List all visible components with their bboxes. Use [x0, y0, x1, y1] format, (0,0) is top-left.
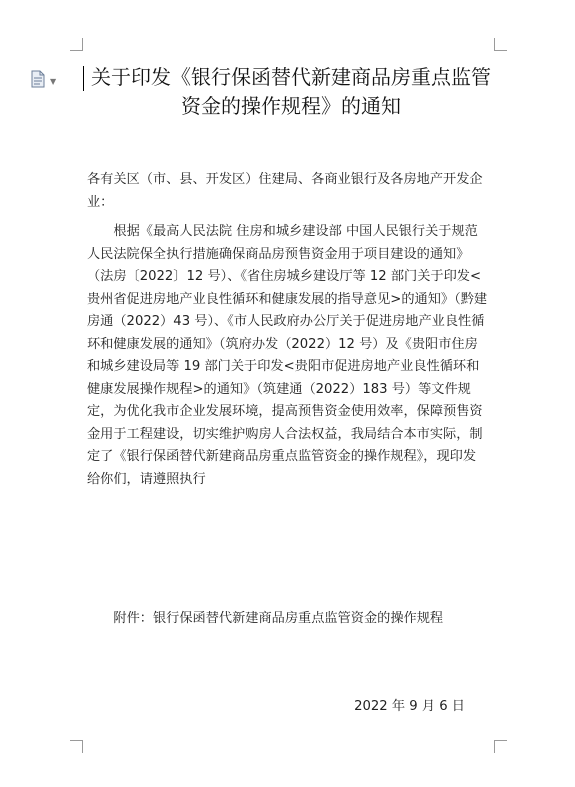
document-title: 关于印发《银行保函替代新建商品房重点监管资金的操作规程》的通知 [91, 65, 491, 118]
text-cursor [83, 66, 84, 91]
attachment-line: 附件：银行保函替代新建商品房重点监管资金的操作规程 [113, 611, 444, 626]
paragraph-options-button[interactable] [30, 70, 56, 93]
margin-corner-top-left [70, 38, 83, 51]
issue-date: 2022 年 9 月 6 日 [354, 699, 465, 714]
body-paragraph: 根据《最高人民法院 住房和城乡建设部 中国人民银行关于规范人民法院保全执行措施确保商品房预售资金用于项目建设的通知》（法房〔2022〕12 号）、《省住房城乡建设厅等 12 部门关于印发<贵州省促进房地产业良性循环和健康发展的指导意见>的通知》（黔建房通（2022）43 号）、《市人民政府办公厅关于促进房地产业良性循环和健康发展的通知》（筑府办发（2022）12 号）及《贵阳市住房和城乡建设局等 19 部门关于印发<贵阳市促进房地产业良性循环和健康发展操作规程>的通知》（筑建通（2022）183 号）等文件规定，为优化我市企业发展环境，提高预售资金使用效率，保障预售资金用于工程建设，切实维护购房人合法权益，我局结合本市实际，制定了《银行保函替代新建商品房重点监管资金的操作规程》，现印发给你们，请遵照执行 [87, 224, 488, 487]
salutation: 各有关区（市、县、开发区）住建局、各商业银行及各房地产开发企业： [87, 172, 483, 210]
margin-corner-top-right [494, 38, 507, 51]
margin-corner-bottom-left [70, 740, 83, 753]
margin-corner-bottom-right [494, 740, 507, 753]
document-icon [30, 70, 46, 93]
chevron-down-icon: ▼ [50, 76, 57, 86]
